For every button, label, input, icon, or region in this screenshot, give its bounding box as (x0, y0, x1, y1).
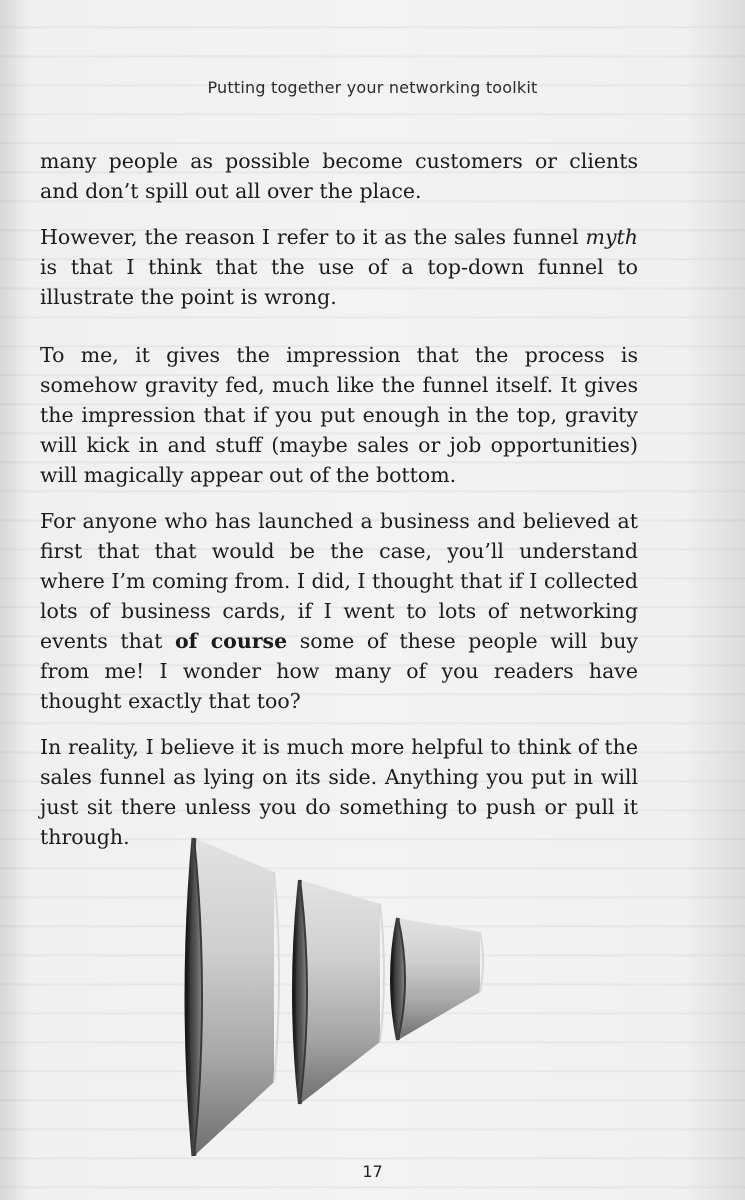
paragraph-1: many people as possible become customers or clients and don’t spill out all over the place. (40, 149, 638, 203)
sideways-funnel-illustration (180, 828, 500, 1158)
paragraph-2-italic: myth (585, 225, 638, 249)
funnel-segment-1 (187, 838, 279, 1156)
paragraph-4-text-b: some of these people will buy from me! I wonder how many of you readers have thought exactly that too? (40, 629, 638, 713)
page-number: 17 (362, 1162, 383, 1181)
paragraph-4-bold: of course (174, 629, 288, 653)
paragraph-2-text-a: However, the reason I refer to it as the sales funnel (40, 225, 586, 249)
funnel-segment-2 (294, 880, 384, 1104)
paragraph-2 (40, 222, 638, 312)
paragraph-4 (40, 506, 638, 716)
funnel-segment-3 (392, 918, 483, 1040)
running-head: Putting together your networking toolkit (207, 78, 538, 97)
paragraph-3: To me, it gives the impression that the process is somehow gravity fed, much like the funnel itself. It gives the impression that if you put enough in the top, gravity will kick in and stuff (maybe sales or job opportunities) will magically appear out of the bottom. (40, 343, 638, 487)
body-text (40, 146, 638, 868)
funnel-icon (180, 828, 500, 1158)
paragraph-5: In reality, I believe it is much more helpful to think of the sales funnel as lying on its side. Anything you put in will just sit there unless you do something to push or pull it through. (40, 735, 638, 849)
paragraph-2-text-b: is that I think that the use of a top-down funnel to illustrate the point is wrong. (40, 255, 638, 309)
paragraph-4-text-a: For anyone who has launched a business and believed at first that that would be the case, you’ll understand where I’m coming from. I did, I thought that if I collected lots of business cards, if I went to lots of networking events that (40, 509, 638, 653)
